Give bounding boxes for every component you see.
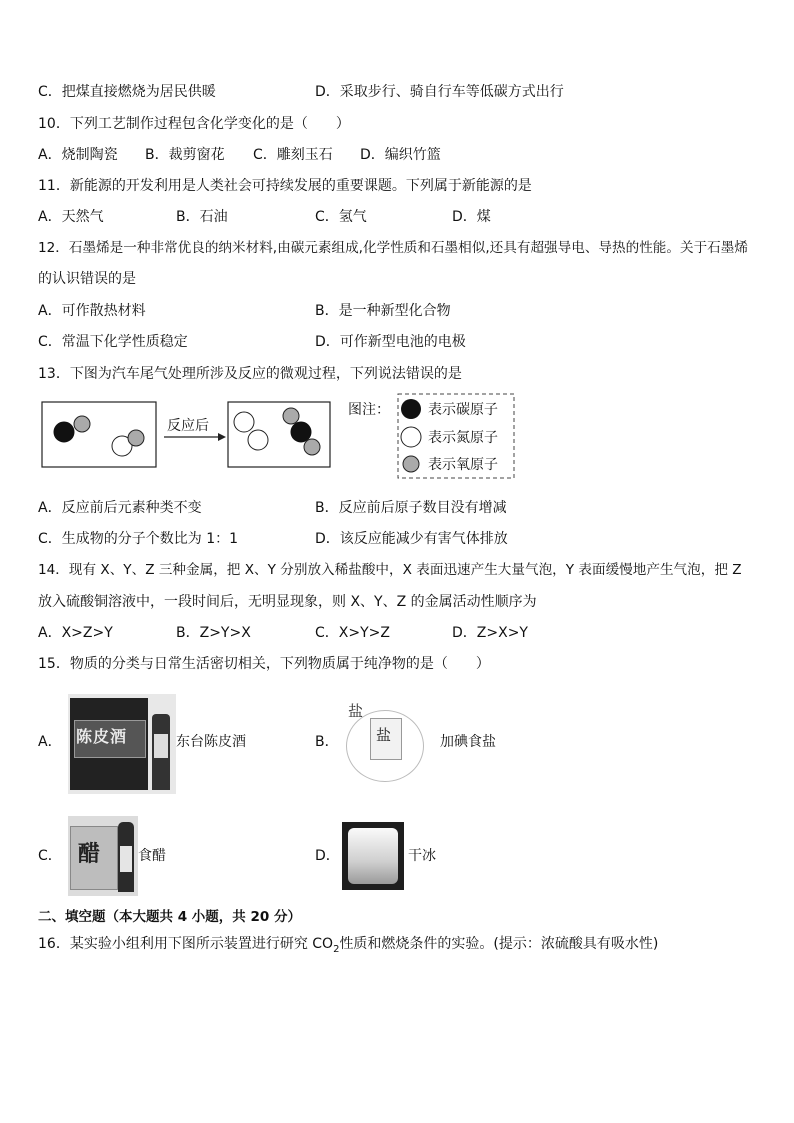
vinegar-image [68,816,138,896]
oxygen-atom [304,439,320,455]
q15-stem: 15．物质的分类与日常生活密切相关，下列物质属于纯净物的是（ ） [38,656,490,672]
q11-stem: 11．新能源的开发利用是人类社会可持续发展的重要课题。下列属于新能源的是 [38,178,532,194]
q15-option-b-text: 加碘食盐 [440,734,496,750]
q11-option-c: C．氢气 [315,209,367,225]
q15-option-d-text: 干冰 [408,848,436,864]
section-title: 二、填空题（本大题共 4 小题，共 20 分） [38,909,301,925]
q13-option-d: D．该反应能减少有害气体排放 [315,531,508,547]
carbon-atom [54,422,74,442]
q12-option-d: D．可作新型电池的电极 [315,334,466,350]
q14-option-a: A．X>Z>Y [38,625,113,641]
q14-option-b: B．Z>Y>X [176,625,251,641]
nitrogen-atom [234,412,254,432]
q13-option-b: B．反应前后原子数目没有增减 [315,500,507,516]
q14-option-d: D．Z>X>Y [452,625,528,641]
q10-option-a: A．烧制陶瓷 [38,147,118,163]
salt-image-char1: 盐 [348,702,364,720]
q15-option-a-text: 东台陈皮酒 [176,734,246,750]
q15-option-c-label: C． [38,848,62,864]
q13-stem: 13．下图为汽车尾气处理所涉及反应的微观过程，下列说法错误的是 [38,366,462,382]
salt-image [340,700,432,784]
q15-option-c-text: 食醋 [138,848,166,864]
q9-option-c: C．把煤直接燃烧为居民供暖 [38,84,216,100]
q11-option-d: D．煤 [452,209,491,225]
oxygen-atom [74,416,90,432]
q16-stem: 16．某实验小组利用下图所示装置进行研究 $CO_2$性质和燃烧条件的实验。(提示：浓硫酸具有吸水性) [38,936,659,955]
dry-ice-image [342,822,404,890]
q14-stem-line2: 放入硫酸铜溶液中，一段时间后，无明显现象，则 X、Y、Z 的金属活动性顺序为 [38,594,537,610]
q15-option-d-label: D． [315,848,340,864]
salt-image-char2: 盐 [376,726,392,744]
arrow-label: 反应后 [167,418,209,434]
q15-option-a-label: A． [38,734,62,750]
legend-carbon-label: 表示碳原子 [428,402,498,418]
q13-option-c: C．生成物的分子个数比为 1：1 [38,531,239,547]
q10-option-d: D．编织竹篮 [360,147,441,163]
wine-image-label: 陈皮酒 [76,727,128,746]
q12-option-c: C．常温下化学性质稳定 [38,334,188,350]
oxygen-atom [283,408,299,424]
q10-option-b: B．裁剪窗花 [145,147,225,163]
q15-option-b-label: B． [315,734,339,750]
legend-title: 图注： [348,402,390,418]
q14-stem-line1: 14．现有 X、Y、Z 三种金属，把 X、Y 分别放入稀盐酸中，X 表面迅速产生大量气泡，Y 表面缓慢地产生气泡，把 Z [38,562,742,578]
q10-option-c: C．雕刻玉石 [253,147,333,163]
q12-stem-line1: 12．石墨烯是一种非常优良的纳米材料,由碳元素组成,化学性质和石墨相似,还具有超强导电、导热的性能。关于石墨烯 [38,240,748,256]
q9-option-d: D．采取步行、骑自行车等低碳方式出行 [315,84,564,100]
arrow-icon [218,433,226,441]
legend-oxygen-label: 表示氧原子 [428,457,498,473]
carbon-atom [291,422,311,442]
oxygen-atom [128,430,144,446]
q11-option-b: B．石油 [176,209,228,225]
q12-option-a: A．可作散热材料 [38,303,146,319]
legend-oxygen-icon [403,456,419,472]
q12-option-b: B．是一种新型化合物 [315,303,451,319]
wine-image [68,694,176,794]
q11-option-a: A．天然气 [38,209,104,225]
vinegar-image-label: 醋 [78,842,101,867]
q10-stem: 10．下列工艺制作过程包含化学变化的是（ ） [38,116,350,132]
legend-carbon-icon [401,399,421,419]
q12-stem-line2: 的认识错误的是 [38,271,136,287]
legend-nitrogen-label: 表示氮原子 [428,430,498,446]
legend-nitrogen-icon [401,427,421,447]
q13-option-a: A．反应前后元素种类不变 [38,500,202,516]
q14-option-c: C．X>Y>Z [315,625,390,641]
nitrogen-atom [248,430,268,450]
